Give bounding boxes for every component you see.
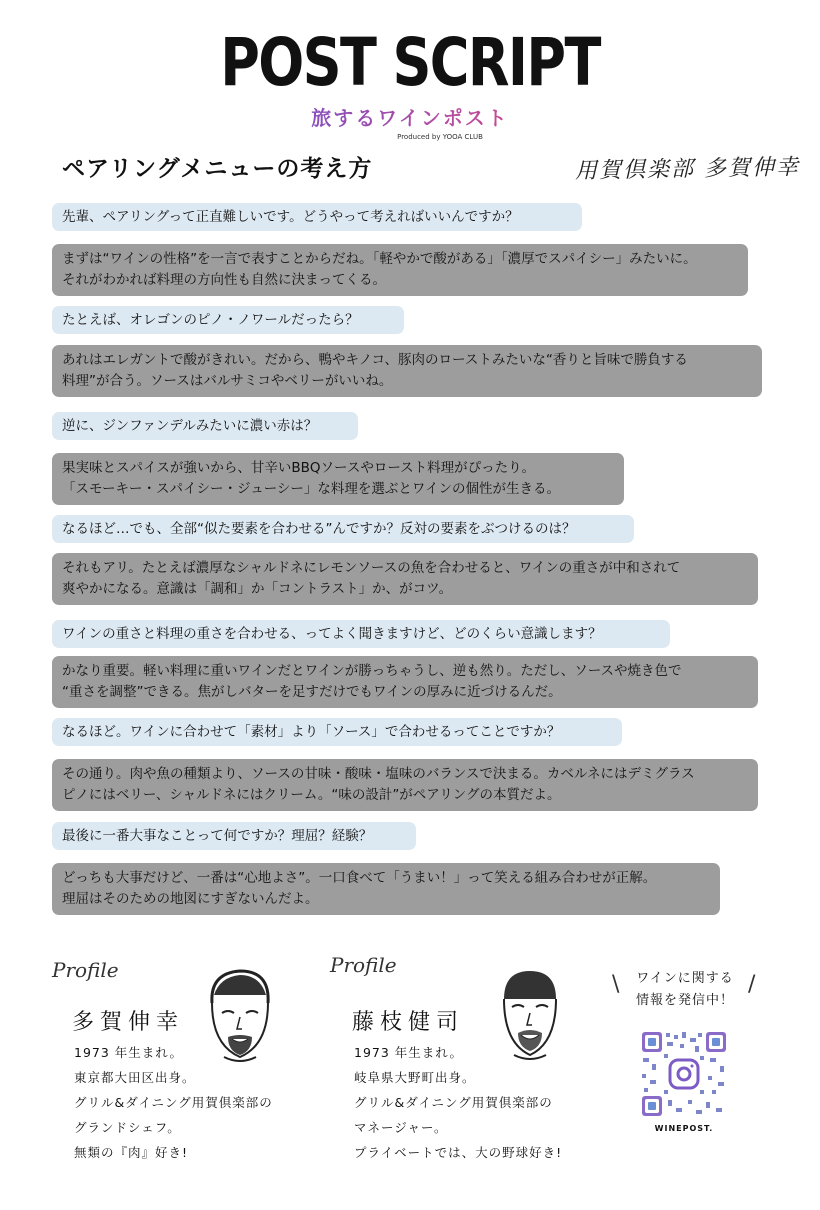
- bubble-line: どっちも大事だけど、一番は“心地よさ”。一口食べて「うまい！」って笑える組み合わせが正解。: [62, 870, 657, 886]
- question-bubble: [52, 515, 634, 543]
- bubble-line: 最後に一番大事なことって何ですか？理屈？経験？: [62, 828, 373, 844]
- bubble-line: かなり重要。軽い料理に重いワインだとワインが勝っちゃうし、逆も然り。ただし、ソースや焼き色で: [62, 663, 682, 679]
- decor-slash-left: \: [612, 972, 620, 997]
- answer-bubble: [52, 244, 748, 296]
- qr-caption: [630, 968, 740, 1012]
- manager-portrait: [490, 965, 570, 1075]
- produced-by: Produced by YOOA CLUB: [397, 133, 483, 141]
- profile-info-line: 1973 年生まれ。: [74, 1045, 184, 1060]
- profile-name-2: 藤枝健司: [352, 1010, 465, 1035]
- chef-portrait: [200, 965, 280, 1075]
- profile-info-line: 1973 年生まれ。: [354, 1045, 464, 1060]
- logo: POST SCRIPT: [220, 24, 600, 101]
- bubble-line: その通り。肉や魚の種類より、ソースの甘味・酸味・塩味のバランスで決まる。カベルネにはデミグラス: [62, 766, 695, 782]
- bubble-line: 理屈はそのための地図にすぎないんだよ。: [62, 891, 319, 907]
- bubble-line: 先輩、ペアリングって正直難しいです。どうやって考えればいいんですか？: [62, 209, 519, 225]
- bubble-line: 「スモーキー・スパイシー・ジューシー」な料理を選ぶとワインの個性が生きる。: [62, 481, 561, 497]
- profile-name-1: 多賀伸幸: [72, 1010, 185, 1035]
- bubble-line: なるほど…でも、全部“似た要素を合わせる”んですか？反対の要素をぶつけるのは？: [62, 521, 576, 537]
- signature: 用賀倶楽部 多賀伸幸: [574, 155, 801, 184]
- profile-info-line: グリル&ダイニング用賀倶楽部の: [74, 1095, 273, 1110]
- question-bubble: [52, 620, 670, 648]
- profile-info-line: グランドシェフ。: [74, 1120, 181, 1135]
- bubble-line: 果実味とスパイスが強いから、甘辛いBBQソースやロースト料理がぴったり。: [62, 460, 536, 476]
- tagline: 旅するワインポスト: [0, 102, 820, 131]
- page-title: ペアリングメニューの考え方: [62, 156, 373, 182]
- answer-bubble: [52, 759, 758, 811]
- bubble-line: ワインの重さと料理の重さを合わせる、ってよく聞きますけど、どのくらい意識します？: [62, 626, 602, 642]
- bubble-line: あれはエレガントで酸がきれい。だから、鴨やキノコ、豚肉のローストみたいな“香りと旨味で勝負する: [62, 352, 688, 368]
- qr-code[interactable]: [640, 1030, 728, 1118]
- bubble-line: それもアリ。たとえば濃厚なシャルドネにレモンソースの魚を合わせると、ワインの重さが中和されて: [62, 560, 681, 576]
- bubble-line: なるほど。ワインに合わせて「素材」より「ソース」で合わせるってことですか？: [62, 724, 561, 740]
- profile-info-line: プライベートでは、大の野球好き!: [354, 1145, 563, 1160]
- qr-caption-line-2: 情報を発信中！: [635, 993, 734, 1008]
- bubble-line: 料理”が合う。ソースはバルサミコやベリーがいいね。: [62, 373, 393, 389]
- question-bubble: [52, 718, 622, 746]
- profile-label-1: Profile: [52, 958, 119, 982]
- bubble-line: まずは“ワインの性格”を一言で表すことからだね。「軽やかで酸がある」「濃厚でスパイシー」みたいに。: [62, 251, 697, 267]
- qr-label: WINEPOST.: [654, 1124, 714, 1133]
- question-bubble: [52, 306, 404, 334]
- bubble-line: 爽やかになる。意識は「調和」か「コントラスト」か、がコツ。: [62, 581, 453, 597]
- header: [0, 24, 820, 141]
- profile-info-line: 東京都大田区出身。: [74, 1070, 196, 1085]
- profile-info-line: グリル&ダイニング用賀倶楽部の: [354, 1095, 553, 1110]
- answer-bubble: [52, 345, 762, 397]
- profile-info-line: 無類の『肉』好き!: [74, 1145, 189, 1160]
- question-bubble: [52, 412, 358, 440]
- profile-info-line: マネージャー。: [354, 1120, 448, 1135]
- answer-bubble: [52, 863, 720, 915]
- bubble-line: たとえば、オレゴンのピノ・ノワールだったら？: [62, 312, 359, 328]
- instagram-icon: [670, 1060, 698, 1088]
- profile-label-2: Profile: [330, 953, 397, 977]
- answer-bubble: [52, 453, 624, 505]
- bubble-line: 逆に、ジンファンデルみたいに濃い赤は？: [62, 418, 318, 434]
- answer-bubble: [52, 553, 758, 605]
- qr-caption-line-1: ワインに関する: [636, 971, 734, 986]
- decor-slash-right: /: [748, 972, 756, 997]
- bubble-line: “重さを調整”できる。焦がしバターを足すだけでもワインの厚みに近づけるんだ。: [62, 684, 562, 700]
- answer-bubble: [52, 656, 758, 708]
- bubble-line: ピノにはベリー、シャルドネにはクリーム。“味の設計”がペアリングの本質だよ。: [62, 787, 561, 803]
- bubble-line: それがわかれば料理の方向性も自然に決まってくる。: [62, 272, 386, 288]
- question-bubble: [52, 822, 416, 850]
- question-bubble: [52, 203, 582, 231]
- profile-info-line: 岐阜県大野町出身。: [354, 1070, 476, 1085]
